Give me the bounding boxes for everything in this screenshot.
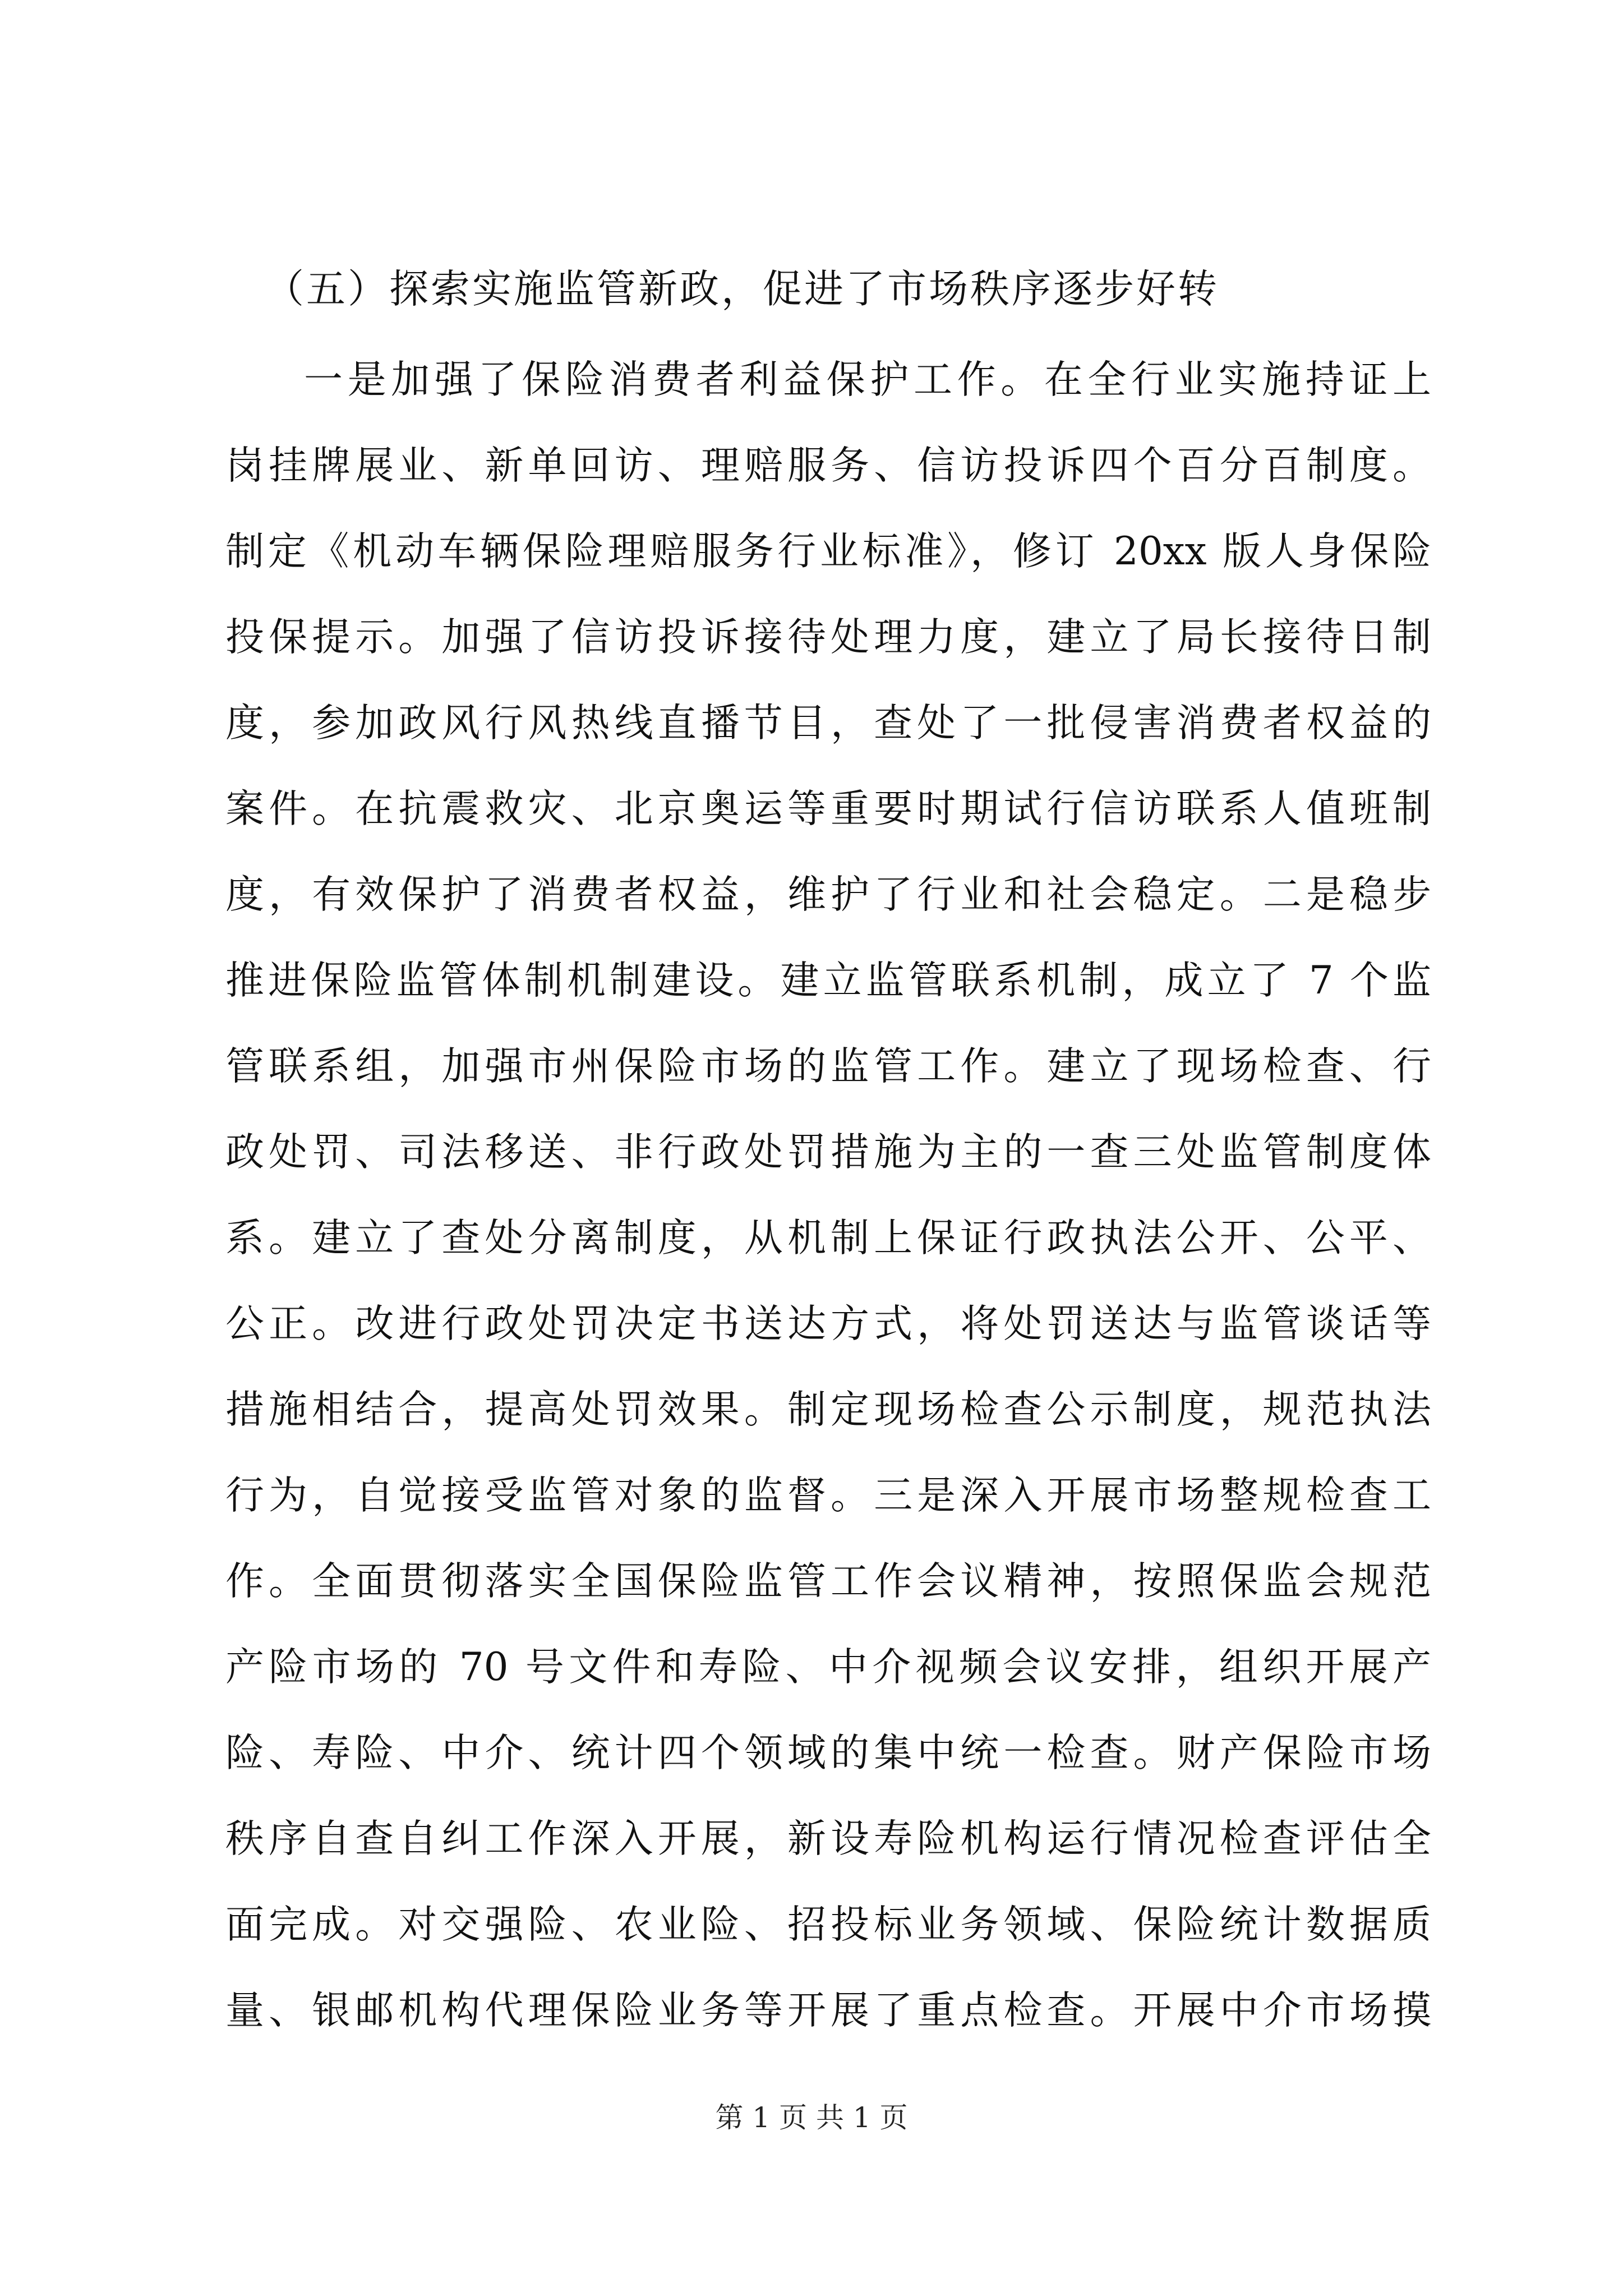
paragraph-line: 投保提示。加强了信访投诉接待处理力度，建立了局长接待日制	[225, 615, 1431, 660]
paragraph-line: 管联系组，加强市州保险市场的监管工作。建立了现场检查、行	[225, 1044, 1431, 1089]
paragraph-line: 系。建立了查处分离制度，从机制上保证行政执法公开、公平、	[225, 1216, 1431, 1260]
section-heading: （五）探索实施监管新政，促进了市场秩序逐步好转	[265, 266, 1219, 312]
paragraph-line: 行为，自觉接受监管对象的监督。三是深入开展市场整规检查工	[225, 1473, 1431, 1518]
paragraph-line: 险、寿险、中介、统计四个领域的集中统一检查。财产保险市场	[225, 1731, 1431, 1775]
page-footer: 第 1 页 共 1 页	[715, 2101, 908, 2134]
paragraph-line: 产险市场的 70 号文件和寿险、中介视频会议安排，组织开展产	[225, 1645, 1431, 1690]
paragraph-line: 公正。改进行政处罚决定书送达方式，将处罚送达与监管谈话等	[225, 1301, 1431, 1346]
paragraph-line: 政处罚、司法移送、非行政处罚措施为主的一查三处监管制度体	[225, 1130, 1431, 1175]
paragraph-line: 度，参加政风行风热线直播节目，查处了一批侵害消费者权益的	[225, 701, 1431, 746]
paragraph-line: 秩序自查自纠工作深入开展，新设寿险机构运行情况检查评估全	[225, 1816, 1431, 1861]
paragraph-line: 岗挂牌展业、新单回访、理赔服务、信访投诉四个百分百制度。	[225, 443, 1431, 488]
paragraph-line: 推进保险监管体制机制建设。建立监管联系机制，成立了 7 个监	[225, 958, 1431, 1003]
body-paragraph	[225, 357, 1431, 2033]
paragraph-line: 面完成。对交强险、农业险、招投标业务领域、保险统计数据质	[225, 1902, 1431, 1947]
paragraph-line: 作。全面贯彻落实全国保险监管工作会议精神，按照保监会规范	[225, 1559, 1431, 1604]
paragraph-line: 度，有效保护了消费者权益，维护了行业和社会稳定。二是稳步	[225, 872, 1431, 917]
paragraph-line: 制定《机动车辆保险理赔服务行业标准》，修订 20xx 版人身保险	[225, 529, 1431, 574]
paragraph-line: 一是加强了保险消费者利益保护工作。在全行业实施持证上	[304, 357, 1431, 402]
paragraph-line: 措施相结合，提高处罚效果。制定现场检查公示制度，规范执法	[225, 1387, 1431, 1432]
document-body	[225, 264, 1431, 2031]
paragraph-line: 量、银邮机构代理保险业务等开展了重点检查。开展中介市场摸	[225, 1988, 1431, 2033]
paragraph-line: 案件。在抗震救灾、北京奥运等重要时期试行信访联系人值班制	[225, 786, 1431, 831]
